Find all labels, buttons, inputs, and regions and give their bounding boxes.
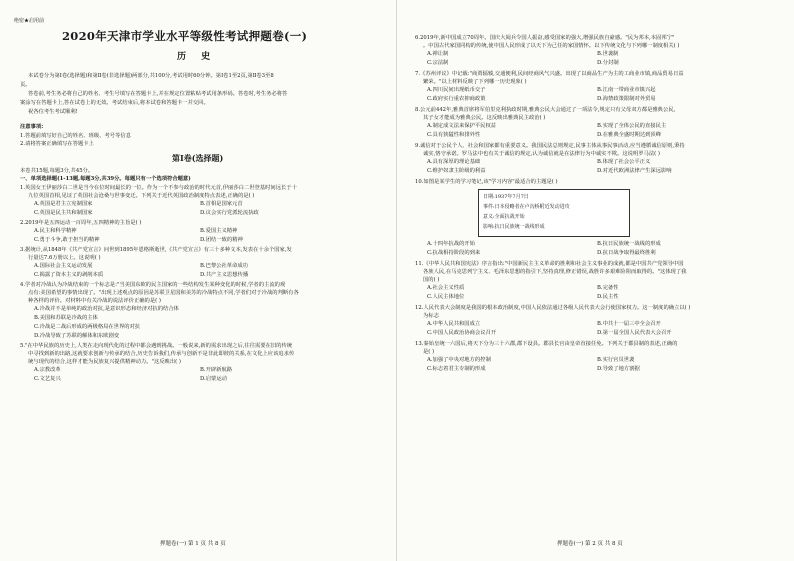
question-stem: 6.2019年,新中国成立70周年。国庆大阅兵令国人振奋,感受国家的强大,增强民族自豪感。"民为邦本,本固邦宁" — [415, 35, 675, 41]
question-stem: 10.如图是某学生的学习笔记,该"学习内容"最适合的主题是( ) — [415, 179, 558, 185]
option: A.宗教改革 — [34, 367, 61, 373]
option: D.抗日战争取得最终胜利 — [597, 250, 656, 256]
option: D.导致了地方割据 — [597, 366, 640, 372]
option: B.江南一带商业市镇兴起 — [597, 87, 656, 93]
option: C.标志着君主专制的形成 — [427, 366, 486, 372]
option: B.美国和苏联是冷战的主体 — [34, 315, 98, 321]
option: D.启蒙运动 — [200, 376, 227, 382]
option: B.完备性 — [597, 285, 619, 291]
option: C.文艺复兴 — [34, 376, 61, 382]
note-line: 事件:日本侵略者在卢沟桥附近发动进攻 — [483, 204, 570, 210]
question-stem: 7.《苏州评议》中记载:"商贾辐辏,交通便利,民间经商风气兴盛。出现了以商品生产为主的工商业市镇,商品贸易日益 — [415, 71, 684, 77]
question-stem: 点有:美国希望的事情出现了。"出现上述观点的原因是苏联卫星国和美苏的冷战特点不同,学者们对于冷战的判断有各 — [28, 290, 299, 296]
option: B.巴黎公社革命成功 — [200, 263, 248, 269]
option: D.共产主义思想传播 — [200, 272, 249, 278]
question-stem: 5."在中华民族的历史上,人类在走向现代化的过程中都会遇到挑战。一般说来,新的需求出现之后,往往需要在旧的传统 — [20, 343, 293, 349]
option: D.分封制 — [597, 60, 619, 66]
option: B.首相是国家元首 — [200, 201, 243, 207]
part-desc: 本卷共15题,每题3分,共45分。 — [20, 168, 94, 174]
question-stem: 各族人民,在马克思列宁主义、毛泽东思想的指引下,坚持真理,修正错误,战胜许多艰难险阻而取得的。"这体现了我 — [423, 269, 687, 275]
question-stem: 3.据统计,从1848年《共产党宣言》问世到1895年恩格斯逝世,《共产党宣言》有三十多种文本,发表在十余个国家,发 — [20, 247, 292, 253]
question-stem: 中寻找到新的出路,这就要求创新与传承的结合,历史告诉我们,传承与创新不是非此即彼的关系,在文化上应该追求传 — [28, 351, 295, 357]
question-stem: 种各样的评价。对材料中有关冷战的说法评价正确的是( ) — [28, 298, 161, 304]
question-stem: 11.《中华人民共和国宪法》序言指出:"中国新民主主义革命的胜利和社会主义事业的成就,都是中国共产党领导中国 — [415, 261, 684, 267]
question-type-title: 一、单项选择题(1-13题,每题3分,共39分。每题只有一个选项符合题意) — [20, 176, 191, 182]
question-stem: 九位英国首相,见证了英国社会沧桑与世事变迁。下列关于近代英国政治制度特点表述,正确的是( ) — [28, 193, 255, 199]
question-stem: 8.公元前442年,雅典首席将军伯里克利执政时期,雅典公民大会通过了一项法令,规定只有父母双方都是雅典公民, — [415, 107, 676, 113]
option: A.国际社会主义运动发展 — [34, 263, 93, 269]
intro-line: 祝各位考生考试顺利! — [28, 109, 78, 115]
option: D.议会实行党派轮流执政 — [200, 210, 259, 216]
question-stem: 统与现代的结合,这样才能为民族复兴提供精神动力。"这反映出( ) — [28, 359, 181, 365]
question-stem: 1.英国女王伊丽莎白二世是当今在位时间最长的一位。作为一个不参与政治的时代元首,伊丽莎白二世登基时间远长于十 — [20, 185, 297, 191]
option: C.勇于斗争,敢于担当的精神 — [34, 237, 100, 243]
option: D.对近代欧洲法律产生深远影响 — [597, 168, 672, 174]
option: C.人民主体地位 — [427, 294, 465, 300]
notice-line: 1.答题前填写好自己的姓名、班级、考号等信息 — [20, 133, 131, 139]
question-stem: 国的( ) — [423, 277, 440, 283]
option: D.海禁政策限制对外贸易 — [597, 96, 656, 102]
question-stem: 9.诚信对于公民个人、社会和国家都有重要意义。我国民法总则规定,民事主体从事民事活动,应当遵循诚信原则,秉持 — [415, 143, 685, 149]
option: A.四川民间出现纸币交子 — [427, 87, 486, 93]
question-stem: 。中国古代家国同构的传统,使中国人民形成了以天下为己任的家国情怀。以下传统文化与下列哪一制度相关( ) — [423, 43, 680, 49]
option: C.政府实行重农抑商政策 — [427, 96, 486, 102]
note-line: 影响:抗日民族统一战线形成 — [483, 224, 545, 230]
option: A.具有深厚的理论基础 — [427, 159, 481, 165]
intro-line: 答卷前,考生务必将自己的姓名、考生号填写在答题卡上,并在规定位置粘贴考试用条形码。答卷时,考生务必将答 — [28, 91, 288, 97]
question-stem: 13.秦始皇统一六国后,将天下分为三十六郡,郡下设县。郡县长官由皇帝直接任免。下列关于郡县制的表述,正确的 — [415, 341, 678, 347]
option: A.社会主义性质 — [427, 285, 465, 291]
option: D.民主性 — [597, 294, 619, 300]
subject-title: 历 史 — [177, 52, 217, 62]
option: C.宗法制 — [427, 60, 449, 66]
option: A.冷战并不是单纯的政治对抗,是意识形态和经济对抗的结合体 — [34, 306, 179, 312]
option: C.冷战是二战后形成的两极格局在世界的对抗 — [34, 324, 141, 330]
question-stem: 诚实,恪守承诺。罗马法中也有关于诚信的规定,认为诚信就是在法律行为中诚实不欺。这说明罗马法( ) — [423, 151, 660, 157]
notice-line: 2.请将答案正确填写在答题卡上 — [20, 141, 94, 147]
option: B.体现了社会公平正义 — [597, 159, 651, 165]
option: A.中华人民共和国成立 — [427, 321, 481, 327]
option: A.英国是君主立宪制国家 — [34, 201, 93, 207]
option: D.第一届全国人民代表大会召开 — [597, 330, 672, 336]
option: A.禅让制 — [427, 51, 449, 57]
option: D.冷战导致了苏联的解体和东欧剧变 — [34, 333, 120, 339]
option: C.维护奴隶主阶级的利益 — [427, 168, 486, 174]
option: C.英国是民主共和制国家 — [34, 210, 93, 216]
option: B.实现了全体公民的直接民主 — [597, 123, 667, 129]
question-stem: 为标志 — [423, 313, 439, 319]
option: A.十四年抗战的开始 — [427, 241, 475, 247]
question-stem: 12.人民代表大会制度是我国的根本政治制度,中国人民依法通过各级人民代表大会行使国家权力。这一制度的确立以( ) — [415, 305, 691, 311]
note-line: 意义:全面抗战开始 — [483, 214, 525, 220]
secret-label: 绝密★启用前 — [14, 18, 45, 24]
option: A.制定成文法来保护平民权益 — [427, 123, 497, 129]
part-title: 第Ⅰ卷(选择题) — [172, 153, 224, 163]
option: B.开辟新航路 — [200, 367, 233, 373]
option: B.实行官员世袭 — [597, 357, 635, 363]
option: C.具有狭隘性和排外性 — [427, 132, 481, 138]
question-stem: 4.学者对冷战认为冷战结束的一个标志是:"当美国东欧的民主国家的一些结构发生某种变化的时候,学者的主流的观 — [20, 282, 286, 288]
option: B.世袭制 — [597, 51, 619, 57]
question-stem: 行量达7.6万册以上。这说明( ) — [28, 255, 101, 261]
page-number: 押题卷(一) 第 2 页 共 8 页 — [557, 541, 623, 547]
option: A.民主和科学精神 — [34, 228, 77, 234]
intro-line: 案涂写在答题卡上,答在试卷上的无效。考试结束后,将本试卷和答题卡一并交回。 — [20, 100, 209, 106]
exam-title: 2020年天津市学业水平等级性考试押题卷(一) — [62, 29, 308, 43]
option: C.中国人民政治协商会议召开 — [427, 330, 497, 336]
option: B.抗日民族统一战线的形成 — [597, 241, 661, 247]
option: A.加强了中央对地方的控制 — [427, 357, 491, 363]
option: B.中共十一届三中全会召开 — [597, 321, 661, 327]
option: C.揭露了资本主义的剥削本质 — [34, 272, 104, 278]
intro-line: 页。 — [20, 82, 31, 88]
question-stem: 其子女才能成为雅典公民。这反映出雅典民主政治( ) — [423, 115, 546, 121]
option: D.在雅典全盛时期达到顶峰 — [597, 132, 662, 138]
intro-line: 本试卷分为第Ⅰ卷(选择题)和第Ⅱ卷(非选择题)两部分,共100分,考试用时60分钟。第Ⅰ卷1至2页,第Ⅱ卷3至8 — [28, 73, 274, 79]
note-line: 日期:1937年7月7日 — [483, 194, 529, 200]
notice-title: 注意事项: — [20, 124, 44, 130]
page-number: 押题卷(一) 第 1 页 共 8 页 — [160, 541, 226, 547]
option: D.团结一致的精神 — [200, 237, 243, 243]
question-stem: 繁荣。"以上材料反映了下列哪一历史现象( ) — [423, 79, 527, 85]
question-stem: 2.2019年是五四运动一百周年,五四精神的主旨是( ) — [20, 220, 142, 226]
option: C.抗战相持阶段的到来 — [427, 250, 481, 256]
option: B.爱国主义精神 — [200, 228, 238, 234]
question-stem: 是( ) — [423, 349, 435, 355]
right-page — [397, 0, 794, 561]
